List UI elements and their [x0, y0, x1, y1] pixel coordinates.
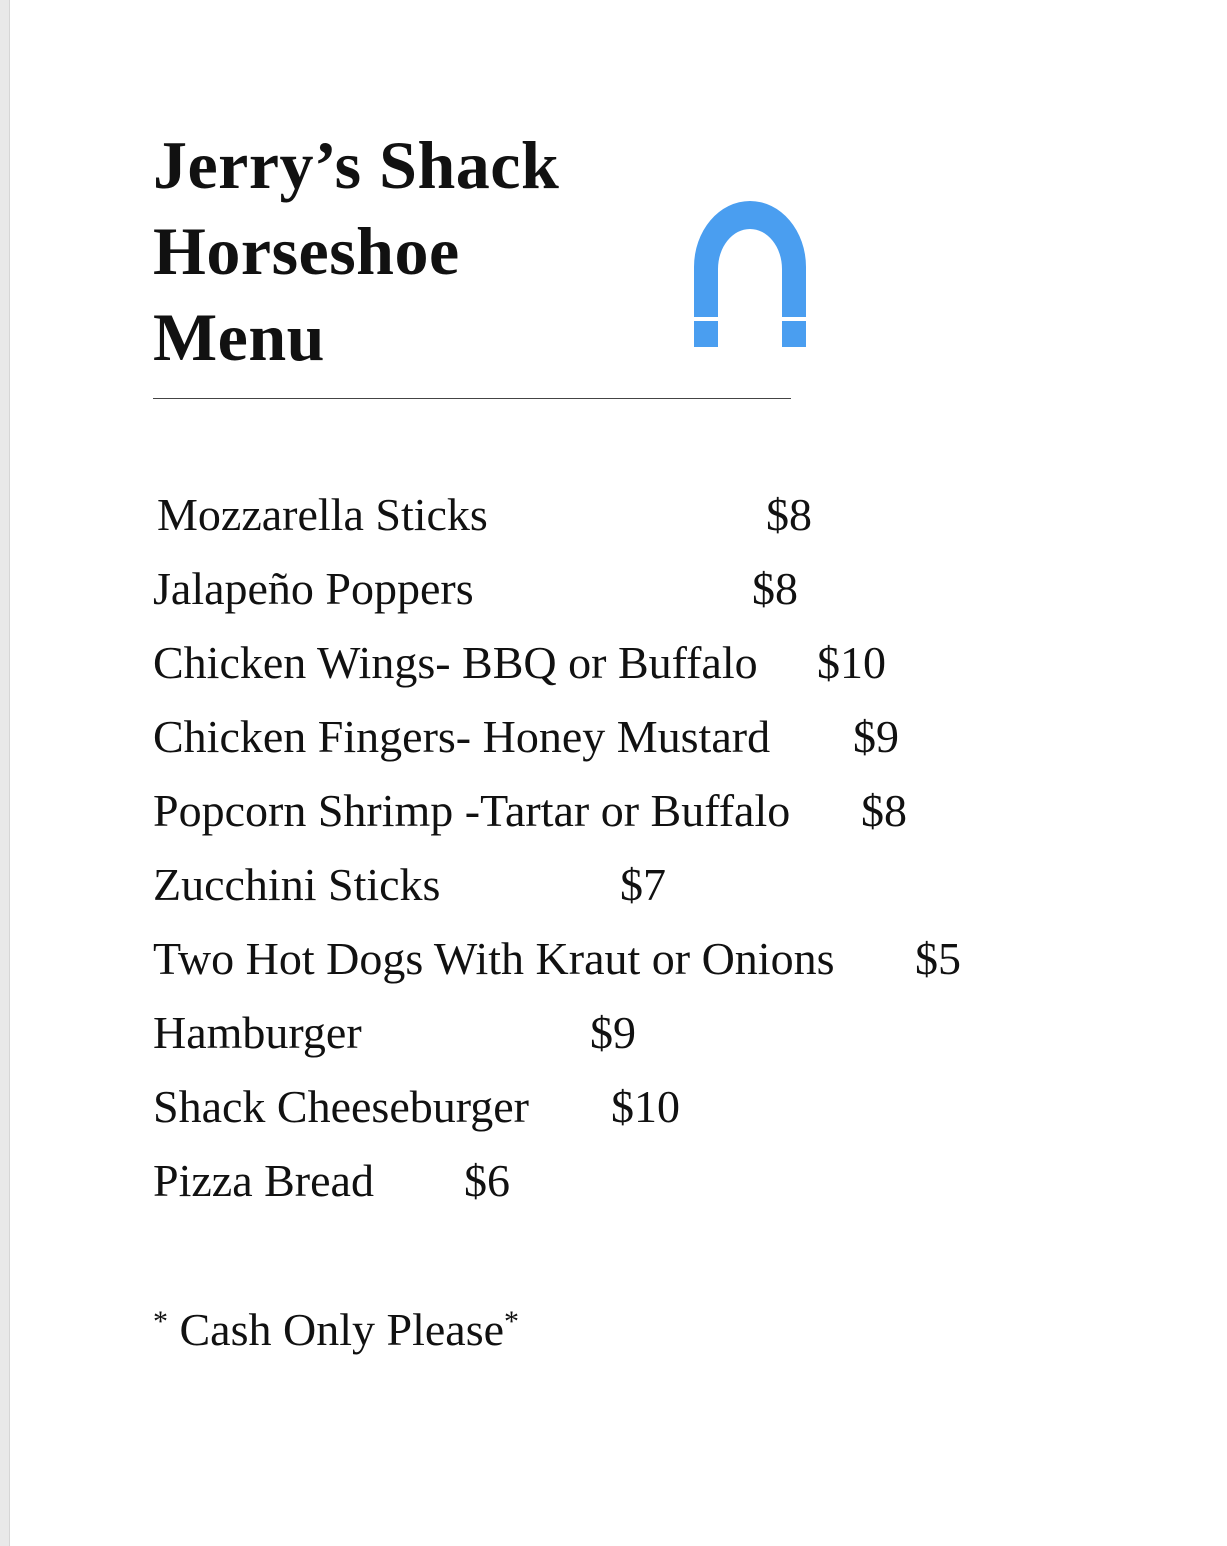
title-line-3: Menu: [153, 299, 325, 375]
title-line-2: Horseshoe: [153, 213, 460, 289]
title-divider: [153, 398, 791, 399]
menu-item-price: $5: [915, 933, 961, 984]
page-title: [153, 122, 559, 380]
menu-item-price: $7: [620, 859, 666, 910]
title-line-1: Jerry’s Shack: [153, 127, 560, 203]
horseshoe-icon: [680, 195, 820, 360]
menu-item-price: $8: [766, 489, 812, 540]
menu-item-name: Shack Cheeseburger: [153, 1081, 529, 1132]
menu-item-price: $10: [611, 1081, 680, 1132]
menu-item-price: $10: [817, 637, 886, 688]
menu-item-name: Jalapeño Poppers: [153, 563, 474, 614]
menu-item-price: $6: [464, 1155, 510, 1206]
page-left-edge: [0, 0, 10, 1546]
menu-item-name: Mozzarella Sticks: [157, 489, 488, 540]
menu-item-name: Popcorn Shrimp -Tartar or Buffalo: [153, 785, 791, 836]
menu-item-name: Chicken Wings- BBQ or Buffalo: [153, 637, 758, 688]
menu-item-name: Zucchini Sticks: [153, 859, 441, 910]
menu-item-price: $9: [853, 711, 899, 762]
asterisk: *: [504, 1305, 520, 1338]
menu-item-name: Pizza Bread: [153, 1155, 374, 1206]
cash-only-text: Cash Only Please: [168, 1304, 505, 1355]
menu-item-price: $9: [590, 1007, 636, 1058]
cash-only-note: [153, 1292, 519, 1360]
menu-item-price: $8: [752, 563, 798, 614]
menu-item-price: $8: [861, 785, 907, 836]
asterisk: *: [153, 1305, 168, 1338]
menu-item-name: Chicken Fingers- Honey Mustard: [153, 711, 771, 762]
menu-item-name: Two Hot Dogs With Kraut or Onions: [153, 933, 835, 984]
menu-item-name: Hamburger: [153, 1007, 362, 1058]
